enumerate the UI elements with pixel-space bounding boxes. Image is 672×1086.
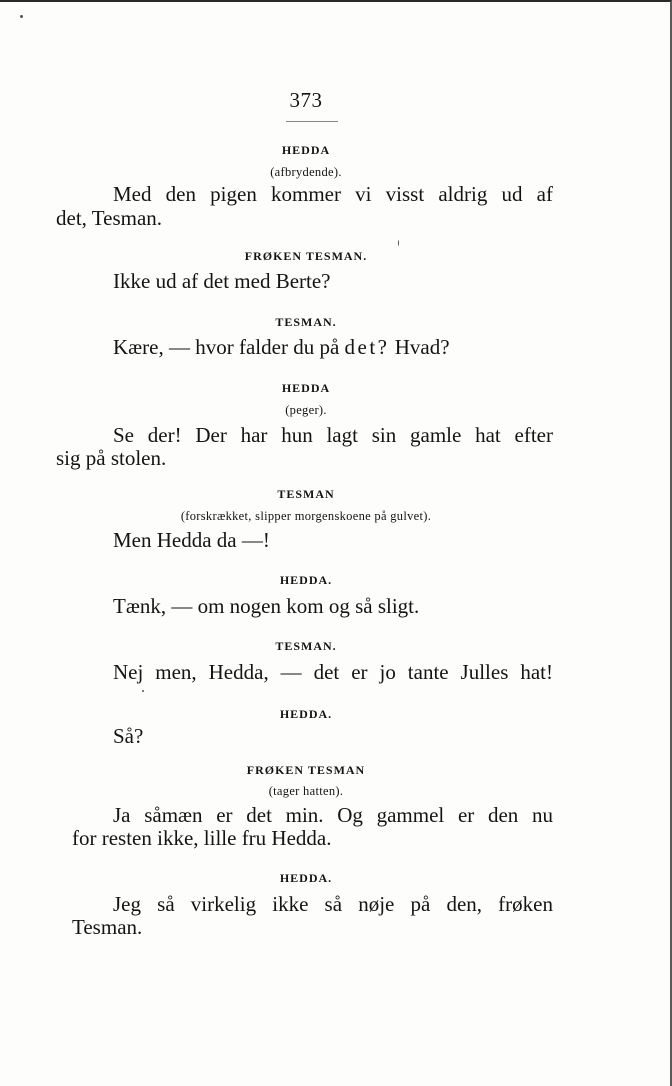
dialogue-line: Tænk, — om nogen kom og så sligt. [113,594,420,618]
stage-direction: (peger). [285,403,327,417]
dialogue-line: for resten ikke, lille fru Hedda. [72,826,332,850]
scan-speck [142,690,144,692]
dialogue-line: Se der! Der har hun lagt sin gamle hat efter [113,423,553,447]
emphasized-text: det? [344,335,390,359]
speaker-name: TESMAN. [275,315,337,329]
dialogue-line: Jeg så virkelig ikke så nøje på den, frøken [113,892,553,916]
speaker-name: HEDDA [281,143,331,157]
dialogue-line [113,335,450,360]
speaker-name: FRØKEN TESMAN [246,763,366,777]
speaker-name: HEDDA. [279,871,333,885]
speaker-name: FRØKEN TESMAN. [244,249,368,263]
stage-direction: (afbrydende). [270,165,342,179]
speaker-name: HEDDA [281,381,331,395]
dialogue-line: sig på stolen. [56,446,167,470]
page-number: 373 [289,88,323,112]
stage-direction: (forskrækket, slipper morgenskoene på gulvet). [180,509,432,523]
speaker-name: HEDDA. [279,573,333,587]
stage-direction: (tager hatten). [268,784,344,798]
speaker-name: TESMAN. [275,639,337,653]
scan-speck [398,240,399,246]
dialogue-text: Hvad? [389,335,450,359]
dialogue-line: det, Tesman. [56,206,163,230]
page-number-rule [286,121,338,122]
dialogue-line: Men Hedda da —! [113,528,270,552]
speaker-name: TESMAN [277,487,335,501]
dialogue-line: Med den pigen kommer vi visst aldrig ud af [113,182,553,206]
dialogue-line: Nej men, Hedda, — det er jo tante Julles hat! [113,660,553,684]
dialogue-line: Tesman. [72,915,143,939]
scan-speck [20,15,23,18]
dialogue-line: Ja såmæn er det min. Og gammel er den nu [113,803,553,827]
dialogue-line: Ikke ud af det med Berte? [113,269,331,293]
dialogue-line: Så? [113,724,144,748]
speaker-name: HEDDA. [279,707,333,721]
dialogue-text: Kære, — hvor falder du på [113,335,345,359]
